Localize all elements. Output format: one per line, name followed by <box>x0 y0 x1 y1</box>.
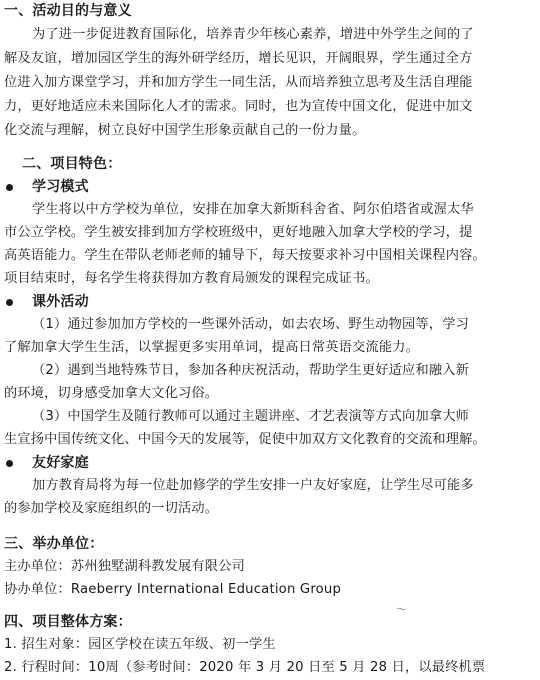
bullet-icon <box>6 460 13 467</box>
organizer-co-host: 协办单位：Raeberry International Education Group <box>4 582 342 597</box>
paragraph-line: （3）中国学生及随行教师可以通过主题讲座、才艺表演等方式向加拿大师 <box>32 409 469 424</box>
paragraph-line: 解及友谊，增加园区学生的海外研学经历，增长见识，开阔眼界，学生通过全方 <box>4 51 473 66</box>
feature-title-activities: 课外活动 <box>32 294 89 310</box>
paragraph-line: 位进入加方课堂学习，并和加方学生一同生活，从而培养独立思考及生活自理能 <box>4 75 473 90</box>
bullet-icon <box>6 184 13 191</box>
stray-mark: 〜 <box>396 603 407 616</box>
paragraph-line: 力，更好地适应未来国际化人才的需求。同时，也为宣传中国文化，促进中加文 <box>4 99 473 114</box>
section-heading-plan: 四、项目整体方案： <box>4 614 132 630</box>
paragraph-line: 为了进一步促进教育国际化，培养青少年核心素养，增进中外学生之间的了 <box>32 27 474 42</box>
feature-title-host-family: 友好家庭 <box>32 455 89 471</box>
paragraph-line: 的环境，切身感受加拿大文化习俗。 <box>4 386 219 401</box>
bullet-icon <box>6 299 13 306</box>
paragraph-line: （2）遇到当地特殊节日，参加各种庆祝活动，帮助学生更好适应和融入新 <box>32 363 469 378</box>
paragraph-line: 市公立学校。学生被安排到加方学校班级中，更好地融入加拿大学校的学习，提 <box>4 225 473 240</box>
paragraph-line: 生宣扬中国传统文化、中国今天的发展等，促使中加双方文化教育的交流和理解。 <box>4 432 486 447</box>
plan-item: 1. 招生对象：园区学校在读五年级、初一学生 <box>4 637 276 652</box>
paragraph-line: 高英语能力。学生在带队老师老师的辅导下，每天按要求补习中国相关课程内容。 <box>4 248 486 263</box>
paragraph-line: 项目结束时，每名学生将获得加方教育局颁发的课程完成证书。 <box>4 271 379 286</box>
paragraph-line: 加方教育局将为每一位赴加修学的学生安排一户友好家庭，让学生尽可能多 <box>32 478 474 493</box>
section-heading-organizers: 三、举办单位： <box>4 536 104 552</box>
paragraph-line: 的参加学校及家庭组织的一切活动。 <box>4 501 219 516</box>
plan-item: 2. 行程时间：10周（参考时间：2020 年 3 月 20 日至 5 月 28 日，以最终机票 <box>4 660 486 675</box>
section-heading-purpose: 一、活动目的与意义 <box>4 3 132 19</box>
organizer-host: 主办单位：苏州独墅湖科教发展有限公司 <box>4 559 245 574</box>
paragraph-line: 化交流与理解，树立良好中国学生形象贡献自己的一份力量。 <box>4 123 366 138</box>
feature-title-study-mode: 学习模式 <box>32 179 89 195</box>
paragraph-line: 了解加拿大学生生活，以掌握更多实用单词，提高日常英语交流能力。 <box>4 340 420 355</box>
paragraph-line: （1）通过参加加方学校的一些课外活动，如去农场、野生动物园等，学习 <box>32 317 469 332</box>
section-heading-features: 二、项目特色： <box>22 156 122 172</box>
paragraph-line: 学生将以中方学校为单位，安排在加拿大新斯科舍省、阿尔伯塔省或渥太华 <box>32 202 474 217</box>
